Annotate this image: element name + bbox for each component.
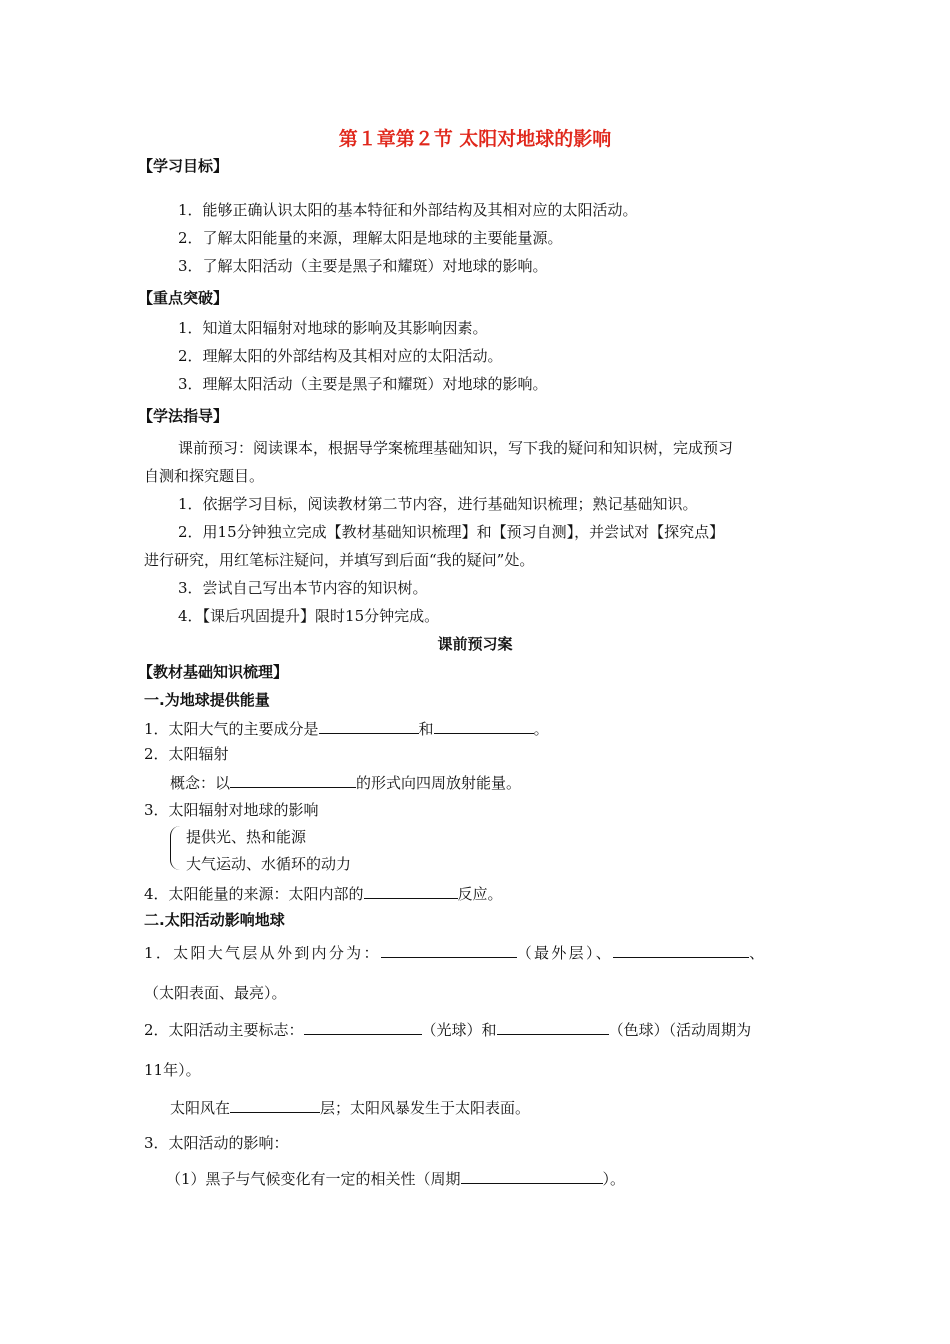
method-intro-continued: 自测和探究题目。 <box>144 467 265 485</box>
key-point-item: 1．知道太阳辐射对地球的影响及其影响因素。 <box>178 319 488 337</box>
answer-blank[interactable] <box>319 718 419 734</box>
answer-blank[interactable] <box>364 883 458 899</box>
section2-question3: 3．太阳活动的影响： <box>144 1134 289 1152</box>
answer-blank[interactable] <box>434 718 534 734</box>
method-intro: 课前预习：阅读课本，根据导学案梳理基础知识，写下我的疑问和知识树，完成预习 <box>178 439 734 457</box>
method-step: 2．用15分钟独立完成【教材基础知识梳理】和【预习自测】，并尝试对【探究点】 <box>178 523 725 541</box>
objective-item: 1．能够正确认识太阳的基本特征和外部结构及其相对应的太阳活动。 <box>178 201 638 219</box>
objective-item: 3．了解太阳活动（主要是黑子和耀斑）对地球的影响。 <box>178 257 548 275</box>
method-step: 3．尝试自己写出本节内容的知识树。 <box>178 579 428 597</box>
section1-question3: 3．太阳辐射对地球的影响 <box>144 801 319 819</box>
objectives-heading: 【学习目标】 <box>138 157 229 175</box>
section1-heading: 一.为地球提供能量 <box>144 691 270 709</box>
section2-heading: 二.太阳活动影响地球 <box>144 911 285 929</box>
section1-question2: 2．太阳辐射 <box>144 745 229 763</box>
key-point-item: 2．理解太阳的外部结构及其相对应的太阳活动。 <box>178 347 503 365</box>
section1-question4: 4．太阳能量的来源：太阳内部的 反应。 <box>144 885 503 903</box>
section2-question1-continued: （太阳表面、最亮）。 <box>144 984 287 1002</box>
section1-q3-item: 提供光、热和能源 <box>186 828 307 846</box>
answer-blank[interactable] <box>230 772 356 788</box>
answer-blank[interactable] <box>461 1168 603 1184</box>
preview-heading: 课前预习案 <box>437 635 513 653</box>
answer-blank[interactable] <box>304 1019 422 1035</box>
answer-blank[interactable] <box>230 1097 320 1113</box>
answer-blank[interactable] <box>381 942 517 958</box>
section1-q3-item: 大气运动、水循环的动力 <box>186 855 352 873</box>
method-heading: 【学法指导】 <box>138 407 229 425</box>
section2-question2-continued: 11年）。 <box>144 1061 201 1079</box>
method-step: 4．【课后巩固提升】限时15分钟完成。 <box>178 607 440 625</box>
section1-concept: 概念：以 的形式向四周放射能量。 <box>170 774 522 792</box>
preview-subheading: 【教材基础知识梳理】 <box>138 663 289 681</box>
method-step: 1．依据学习目标，阅读教材第二节内容，进行基础知识梳理；熟记基础知识。 <box>178 495 698 513</box>
answer-blank[interactable] <box>497 1019 609 1035</box>
section2-q3-item: （1）黑子与气候变化有一定的相关性（周期 ）。 <box>166 1170 626 1188</box>
answer-blank[interactable] <box>613 942 749 958</box>
key-points-heading: 【重点突破】 <box>138 289 229 307</box>
section2-question2: 2．太阳活动主要标志： （光球）和 （色球）（活动周期为 <box>144 1021 752 1039</box>
section2-question1: 1．太阳大气层从外到内分为： （最外层）、 、 <box>144 944 767 962</box>
section2-solar-wind: 太阳风在 层；太阳风暴发生于太阳表面。 <box>170 1099 531 1117</box>
method-step-continued: 进行研究，用红笔标注疑问，并填写到后面“我的疑问”处。 <box>144 551 535 569</box>
key-point-item: 3．理解太阳活动（主要是黑子和耀斑）对地球的影响。 <box>178 375 548 393</box>
left-brace-icon <box>170 826 181 870</box>
section1-question1: 1．太阳大气的主要成分是 和 。 <box>144 720 549 738</box>
page-title: 第１章第２节 太阳对地球的影响 <box>338 128 612 150</box>
objective-item: 2．了解太阳能量的来源，理解太阳是地球的主要能量源。 <box>178 229 563 247</box>
